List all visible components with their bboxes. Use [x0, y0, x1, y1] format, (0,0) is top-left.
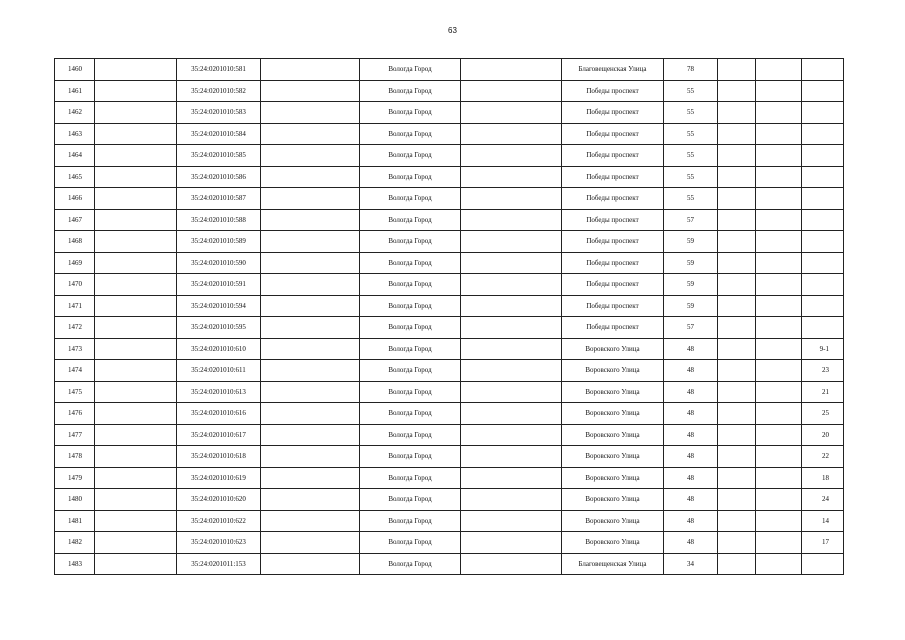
house-number-cell: 48: [664, 403, 718, 425]
street-cell: Благовещенская Улица: [562, 553, 664, 575]
cadastral-number-cell: 35:24:0201010:590: [177, 252, 261, 274]
empty-cell: [261, 252, 360, 274]
cadastral-number-cell: 35:24:0201010:613: [177, 381, 261, 403]
street-cell: Воровского Улица: [562, 403, 664, 425]
empty-cell: [461, 446, 562, 468]
city-cell: Вологда Город: [360, 274, 461, 296]
table-row: [55, 553, 844, 575]
house-number-cell: 48: [664, 360, 718, 382]
empty-cell: [461, 338, 562, 360]
empty-cell: [718, 467, 756, 489]
street-cell: Победы проспект: [562, 274, 664, 296]
cadastral-number-cell: 35:24:0201010:584: [177, 123, 261, 145]
empty-cell: [718, 424, 756, 446]
empty-cell: [718, 145, 756, 167]
city-cell: Вологда Город: [360, 295, 461, 317]
apartment-number-cell: 9-1: [802, 338, 844, 360]
apartment-number-cell: [802, 80, 844, 102]
empty-cell: [95, 360, 177, 382]
table-row: [55, 360, 844, 382]
empty-cell: [461, 489, 562, 511]
city-cell: Вологда Город: [360, 166, 461, 188]
cadastral-number-cell: 35:24:0201010:594: [177, 295, 261, 317]
empty-cell: [261, 317, 360, 339]
empty-cell: [461, 145, 562, 167]
apartment-number-cell: 24: [802, 489, 844, 511]
house-number-cell: 59: [664, 231, 718, 253]
empty-cell: [718, 338, 756, 360]
empty-cell: [461, 123, 562, 145]
table-row: [55, 166, 844, 188]
row-number-cell: 1475: [55, 381, 95, 403]
city-cell: Вологда Город: [360, 102, 461, 124]
apartment-number-cell: 23: [802, 360, 844, 382]
row-number-cell: 1479: [55, 467, 95, 489]
house-number-cell: 48: [664, 489, 718, 511]
table-row: [55, 532, 844, 554]
apartment-number-cell: [802, 231, 844, 253]
cadastral-number-cell: 35:24:0201010:591: [177, 274, 261, 296]
street-cell: Воровского Улица: [562, 338, 664, 360]
empty-cell: [261, 446, 360, 468]
house-number-cell: 59: [664, 274, 718, 296]
table-row: [55, 188, 844, 210]
empty-cell: [95, 188, 177, 210]
cadastral-number-cell: 35:24:0201010:583: [177, 102, 261, 124]
city-cell: Вологда Город: [360, 403, 461, 425]
empty-cell: [261, 59, 360, 81]
empty-cell: [756, 360, 802, 382]
empty-cell: [756, 59, 802, 81]
house-number-cell: 48: [664, 532, 718, 554]
empty-cell: [718, 446, 756, 468]
street-cell: Победы проспект: [562, 209, 664, 231]
empty-cell: [261, 424, 360, 446]
house-number-cell: 57: [664, 317, 718, 339]
empty-cell: [756, 166, 802, 188]
street-cell: Воровского Улица: [562, 532, 664, 554]
apartment-number-cell: [802, 145, 844, 167]
row-number-cell: 1481: [55, 510, 95, 532]
empty-cell: [718, 252, 756, 274]
house-number-cell: 59: [664, 252, 718, 274]
empty-cell: [261, 489, 360, 511]
empty-cell: [718, 381, 756, 403]
empty-cell: [718, 59, 756, 81]
empty-cell: [261, 360, 360, 382]
empty-cell: [95, 510, 177, 532]
empty-cell: [756, 467, 802, 489]
house-number-cell: 48: [664, 381, 718, 403]
street-cell: Победы проспект: [562, 166, 664, 188]
house-number-cell: 78: [664, 59, 718, 81]
row-number-cell: 1466: [55, 188, 95, 210]
row-number-cell: 1473: [55, 338, 95, 360]
empty-cell: [756, 532, 802, 554]
row-number-cell: 1465: [55, 166, 95, 188]
house-number-cell: 48: [664, 446, 718, 468]
apartment-number-cell: [802, 59, 844, 81]
row-number-cell: 1480: [55, 489, 95, 511]
row-number-cell: 1468: [55, 231, 95, 253]
city-cell: Вологда Город: [360, 338, 461, 360]
page-number: 63: [448, 26, 457, 35]
empty-cell: [261, 166, 360, 188]
cadastral-number-cell: 35:24:0201010:610: [177, 338, 261, 360]
empty-cell: [718, 317, 756, 339]
cadastral-number-cell: 35:24:0201010:620: [177, 489, 261, 511]
empty-cell: [718, 360, 756, 382]
row-number-cell: 1471: [55, 295, 95, 317]
house-number-cell: 55: [664, 123, 718, 145]
empty-cell: [95, 145, 177, 167]
city-cell: Вологда Город: [360, 510, 461, 532]
empty-cell: [461, 424, 562, 446]
row-number-cell: 1476: [55, 403, 95, 425]
city-cell: Вологда Город: [360, 123, 461, 145]
empty-cell: [261, 231, 360, 253]
house-number-cell: 48: [664, 510, 718, 532]
table-row: [55, 338, 844, 360]
empty-cell: [718, 274, 756, 296]
empty-cell: [461, 510, 562, 532]
street-cell: Победы проспект: [562, 317, 664, 339]
empty-cell: [95, 467, 177, 489]
empty-cell: [95, 489, 177, 511]
house-number-cell: 55: [664, 188, 718, 210]
cadastral-number-cell: 35:24:0201011:153: [177, 553, 261, 575]
row-number-cell: 1461: [55, 80, 95, 102]
row-number-cell: 1478: [55, 446, 95, 468]
empty-cell: [718, 209, 756, 231]
table-row: [55, 252, 844, 274]
empty-cell: [95, 403, 177, 425]
cadastral-number-cell: 35:24:0201010:611: [177, 360, 261, 382]
empty-cell: [95, 80, 177, 102]
city-cell: Вологда Город: [360, 145, 461, 167]
apartment-number-cell: [802, 166, 844, 188]
street-cell: Победы проспект: [562, 80, 664, 102]
empty-cell: [261, 145, 360, 167]
empty-cell: [261, 188, 360, 210]
row-number-cell: 1464: [55, 145, 95, 167]
empty-cell: [261, 403, 360, 425]
city-cell: Вологда Город: [360, 424, 461, 446]
city-cell: Вологда Город: [360, 252, 461, 274]
house-number-cell: 55: [664, 102, 718, 124]
empty-cell: [756, 188, 802, 210]
empty-cell: [261, 102, 360, 124]
street-cell: Воровского Улица: [562, 510, 664, 532]
empty-cell: [95, 446, 177, 468]
house-number-cell: 59: [664, 295, 718, 317]
empty-cell: [95, 123, 177, 145]
empty-cell: [261, 381, 360, 403]
empty-cell: [461, 59, 562, 81]
empty-cell: [756, 80, 802, 102]
empty-cell: [718, 231, 756, 253]
empty-cell: [756, 295, 802, 317]
row-number-cell: 1477: [55, 424, 95, 446]
street-cell: Воровского Улица: [562, 446, 664, 468]
apartment-number-cell: [802, 123, 844, 145]
apartment-number-cell: 21: [802, 381, 844, 403]
table-row: [55, 424, 844, 446]
empty-cell: [718, 188, 756, 210]
city-cell: Вологда Город: [360, 381, 461, 403]
city-cell: Вологда Город: [360, 553, 461, 575]
table-row: [55, 489, 844, 511]
street-cell: Воровского Улица: [562, 360, 664, 382]
cadastral-number-cell: 35:24:0201010:619: [177, 467, 261, 489]
empty-cell: [261, 553, 360, 575]
house-number-cell: 57: [664, 209, 718, 231]
apartment-number-cell: [802, 295, 844, 317]
empty-cell: [461, 188, 562, 210]
empty-cell: [718, 489, 756, 511]
row-number-cell: 1474: [55, 360, 95, 382]
city-cell: Вологда Город: [360, 317, 461, 339]
cadastral-number-cell: 35:24:0201010:581: [177, 59, 261, 81]
row-number-cell: 1483: [55, 553, 95, 575]
empty-cell: [756, 145, 802, 167]
apartment-number-cell: [802, 188, 844, 210]
house-number-cell: 34: [664, 553, 718, 575]
house-number-cell: 48: [664, 467, 718, 489]
empty-cell: [95, 532, 177, 554]
empty-cell: [756, 424, 802, 446]
empty-cell: [95, 102, 177, 124]
apartment-number-cell: [802, 274, 844, 296]
empty-cell: [756, 231, 802, 253]
cadastral-number-cell: 35:24:0201010:617: [177, 424, 261, 446]
table-row: [55, 59, 844, 81]
empty-cell: [756, 317, 802, 339]
table-row: [55, 274, 844, 296]
street-cell: Воровского Улица: [562, 424, 664, 446]
row-number-cell: 1470: [55, 274, 95, 296]
table-row: [55, 446, 844, 468]
table-row: [55, 145, 844, 167]
empty-cell: [718, 510, 756, 532]
empty-cell: [461, 403, 562, 425]
empty-cell: [95, 317, 177, 339]
registry-table: [54, 58, 844, 575]
empty-cell: [95, 295, 177, 317]
empty-cell: [461, 532, 562, 554]
empty-cell: [95, 274, 177, 296]
empty-cell: [718, 166, 756, 188]
empty-cell: [95, 252, 177, 274]
empty-cell: [261, 295, 360, 317]
empty-cell: [461, 231, 562, 253]
street-cell: Победы проспект: [562, 231, 664, 253]
city-cell: Вологда Город: [360, 360, 461, 382]
apartment-number-cell: 17: [802, 532, 844, 554]
street-cell: Победы проспект: [562, 188, 664, 210]
empty-cell: [261, 274, 360, 296]
empty-cell: [756, 381, 802, 403]
cadastral-number-cell: 35:24:0201010:582: [177, 80, 261, 102]
street-cell: Победы проспект: [562, 252, 664, 274]
table-row: [55, 510, 844, 532]
empty-cell: [756, 338, 802, 360]
empty-cell: [756, 510, 802, 532]
table-row: [55, 467, 844, 489]
empty-cell: [261, 510, 360, 532]
row-number-cell: 1469: [55, 252, 95, 274]
empty-cell: [95, 209, 177, 231]
table-row: [55, 102, 844, 124]
cadastral-number-cell: 35:24:0201010:618: [177, 446, 261, 468]
table-row: [55, 123, 844, 145]
empty-cell: [261, 80, 360, 102]
empty-cell: [756, 403, 802, 425]
row-number-cell: 1460: [55, 59, 95, 81]
empty-cell: [95, 338, 177, 360]
apartment-number-cell: 14: [802, 510, 844, 532]
empty-cell: [718, 80, 756, 102]
empty-cell: [461, 467, 562, 489]
cadastral-number-cell: 35:24:0201010:595: [177, 317, 261, 339]
city-cell: Вологда Город: [360, 489, 461, 511]
row-number-cell: 1463: [55, 123, 95, 145]
street-cell: Победы проспект: [562, 295, 664, 317]
empty-cell: [461, 209, 562, 231]
cadastral-number-cell: 35:24:0201010:586: [177, 166, 261, 188]
empty-cell: [461, 274, 562, 296]
empty-cell: [756, 123, 802, 145]
house-number-cell: 55: [664, 166, 718, 188]
empty-cell: [461, 295, 562, 317]
empty-cell: [95, 381, 177, 403]
empty-cell: [95, 553, 177, 575]
apartment-number-cell: [802, 102, 844, 124]
empty-cell: [95, 166, 177, 188]
empty-cell: [95, 424, 177, 446]
cadastral-number-cell: 35:24:0201010:623: [177, 532, 261, 554]
street-cell: Воровского Улица: [562, 467, 664, 489]
row-number-cell: 1467: [55, 209, 95, 231]
street-cell: Победы проспект: [562, 123, 664, 145]
house-number-cell: 55: [664, 145, 718, 167]
street-cell: Победы проспект: [562, 145, 664, 167]
street-cell: Благовещенская Улица: [562, 59, 664, 81]
empty-cell: [261, 532, 360, 554]
table-row: [55, 295, 844, 317]
city-cell: Вологда Город: [360, 467, 461, 489]
empty-cell: [756, 252, 802, 274]
empty-cell: [461, 80, 562, 102]
empty-cell: [718, 102, 756, 124]
apartment-number-cell: 25: [802, 403, 844, 425]
city-cell: Вологда Город: [360, 446, 461, 468]
table-row: [55, 231, 844, 253]
table-row: [55, 209, 844, 231]
empty-cell: [461, 166, 562, 188]
empty-cell: [95, 231, 177, 253]
apartment-number-cell: [802, 317, 844, 339]
empty-cell: [756, 209, 802, 231]
empty-cell: [756, 102, 802, 124]
row-number-cell: 1462: [55, 102, 95, 124]
cadastral-number-cell: 35:24:0201010:588: [177, 209, 261, 231]
house-number-cell: 48: [664, 424, 718, 446]
empty-cell: [718, 403, 756, 425]
empty-cell: [261, 123, 360, 145]
empty-cell: [718, 123, 756, 145]
city-cell: Вологда Город: [360, 80, 461, 102]
cadastral-number-cell: 35:24:0201010:616: [177, 403, 261, 425]
cadastral-number-cell: 35:24:0201010:587: [177, 188, 261, 210]
empty-cell: [261, 338, 360, 360]
house-number-cell: 55: [664, 80, 718, 102]
city-cell: Вологда Город: [360, 231, 461, 253]
city-cell: Вологда Город: [360, 188, 461, 210]
cadastral-number-cell: 35:24:0201010:589: [177, 231, 261, 253]
house-number-cell: 48: [664, 338, 718, 360]
cadastral-number-cell: 35:24:0201010:622: [177, 510, 261, 532]
row-number-cell: 1472: [55, 317, 95, 339]
table-row: [55, 80, 844, 102]
empty-cell: [461, 317, 562, 339]
apartment-number-cell: [802, 252, 844, 274]
apartment-number-cell: 18: [802, 467, 844, 489]
apartment-number-cell: 20: [802, 424, 844, 446]
empty-cell: [461, 252, 562, 274]
empty-cell: [756, 489, 802, 511]
empty-cell: [261, 467, 360, 489]
city-cell: Вологда Город: [360, 532, 461, 554]
row-number-cell: 1482: [55, 532, 95, 554]
empty-cell: [718, 295, 756, 317]
empty-cell: [461, 381, 562, 403]
empty-cell: [261, 209, 360, 231]
empty-cell: [95, 59, 177, 81]
table-row: [55, 403, 844, 425]
empty-cell: [718, 532, 756, 554]
empty-cell: [461, 360, 562, 382]
apartment-number-cell: [802, 209, 844, 231]
city-cell: Вологда Город: [360, 59, 461, 81]
empty-cell: [756, 553, 802, 575]
empty-cell: [756, 446, 802, 468]
apartment-number-cell: 22: [802, 446, 844, 468]
cadastral-number-cell: 35:24:0201010:585: [177, 145, 261, 167]
city-cell: Вологда Город: [360, 209, 461, 231]
apartment-number-cell: [802, 553, 844, 575]
table-row: [55, 381, 844, 403]
street-cell: Воровского Улица: [562, 381, 664, 403]
empty-cell: [461, 102, 562, 124]
empty-cell: [461, 553, 562, 575]
table-row: [55, 317, 844, 339]
street-cell: Воровского Улица: [562, 489, 664, 511]
street-cell: Победы проспект: [562, 102, 664, 124]
empty-cell: [718, 553, 756, 575]
empty-cell: [756, 274, 802, 296]
